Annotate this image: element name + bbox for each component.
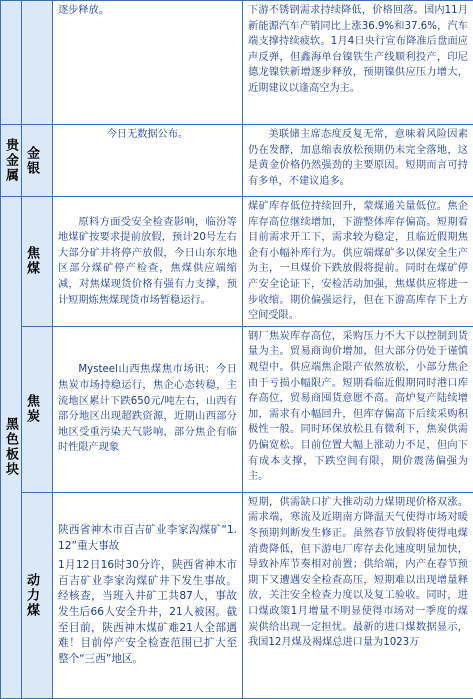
sub-cell <box>22 1 53 125</box>
left-title: 陕西省神木市百吉矿业李家沟煤矿“1.12”重大事故 <box>53 521 242 556</box>
category-cell <box>1 197 22 699</box>
sub-label: 金银 <box>22 146 41 176</box>
right-cell <box>243 492 473 698</box>
category-cell <box>1 125 22 197</box>
row-coke <box>1 326 473 492</box>
sub-label: 动力煤 <box>22 573 41 618</box>
right-cell <box>243 197 473 327</box>
right-text: 煤矿库存低位持续回升，蒙煤通关量低位。焦企库存高位继续增加，下游整体库存偏高。短期看目前需求开工下，需求较为稳定，且临近假期焦企有小幅补库行为。供应端煤矿多以保安全生产为主，一旦煤价下跌放假将提前。同时在煤矿停产安全论证下，安检活动加强，焦煤供应将进一步收缩。期价偏强运行，但在下游高库存下上方空间受限。 <box>243 197 473 326</box>
right-text: 下游不锈钢需求持续降低，价格回落。国内11月新能源汽车产销同比上涨36.9%和37.6%，汽车端支撑持续疲软。1月4日央行宣布降准后盘面应声反弹，但鑫海单台镍铁生产线顺利投产，印尼德龙镍铁新增逐步释放，预期镍供应压力增大，近期建议以逢高空为主。 <box>243 1 473 99</box>
left-text: 今日无数据公布。 <box>53 125 242 145</box>
row-thermal-coal <box>1 492 473 698</box>
right-cell <box>243 125 473 197</box>
row-nickel <box>1 1 473 125</box>
right-cell <box>243 1 473 125</box>
row-gold-silver <box>1 125 473 197</box>
left-text: Mysteel山西焦煤焦市场讯：今日焦炭市场持稳运行，焦企心态转稳，主流地区累计下跌650元/吨左右，山西有部分地区出现超跌资源，近期山西部分地区受重污染天气影响，部分焦企有临时性限产现象 <box>53 360 242 458</box>
left-text: 1月12日16时30分许，陕西省神木市百吉矿业李家沟煤矿井下发生事故。经核查，当班入井矿工共87人，事故发生后66人安全升井，21人被困。截至目前，陕西神木煤矿难21人全部遇难！目前停产安全检查范围已扩大至整个“三西”地区。 <box>53 556 242 669</box>
sub-cell <box>22 326 53 492</box>
right-text: 短期，供需缺口扩大推动动力煤期现价格双涨。需求端，寒流及近期南方降温天气使得市场对暖冬预期判断发生修正。虽然春节放假将使得电煤消费降低，但下游电厂库存去化速度明显加快，导致补库节奏相对前置；供给端，内产在春节预期下又遭遇安全检查高压，短期难以出现增量释放，关注安全检查力度以及复工验收。同时，进口煤政策1月增量不明显使得市场对一季度的煤炭供给出现一定担忧。最新的进口煤数据显示，我国12月煤及褐煤总进口量为1023万 <box>243 493 473 653</box>
sub-cell <box>22 125 53 197</box>
left-text: 原料方面受安全检查影响，临汾等地煤矿按要求提前放假，预计20号左右大部分矿井将停产放假，今日山东东地区部分煤矿停产检查，焦煤供应端缩减，对焦煤现货价格有强有力支撑，预计短期炼焦煤现货市场暂稳运行。 <box>53 213 242 311</box>
left-text: 逐步释放。 <box>53 1 242 21</box>
category-label: 黑色板块 <box>1 417 20 477</box>
left-cell <box>53 326 243 492</box>
sub-label: 焦炭 <box>22 394 41 424</box>
right-cell <box>243 326 473 492</box>
category-cell <box>1 1 22 125</box>
left-cell <box>53 1 243 125</box>
sub-cell <box>22 492 53 698</box>
row-coking-coal <box>1 197 473 327</box>
left-cell <box>53 125 243 197</box>
category-label: 贵金属 <box>1 138 20 183</box>
right-text: 钢厂焦炭库存高位，采购压力不大下以控制到货量为主。贸易商询价增加，但大部分仍处于谨慎观望中。供应端焦企限产依然放松，小部分焦企由于亏损小幅限产。短期看临近假期同时港口库存高位，贸易商囤货意愿不高。高炉复产陆续增加，需求有小幅回升，但库存偏高下后续采购积极性一般。同时环保放松且有微利下，焦炭供需仍偏宽松。目前位置大幅上涨动力不足，但向下有成本支撑，下跌空间有限，期价震荡偏强为主。 <box>243 327 473 487</box>
left-cell <box>53 492 243 698</box>
sub-label: 焦煤 <box>22 246 41 276</box>
sub-cell <box>22 197 53 327</box>
right-text: 美联储主席态度反复无常，意味着风险因素仍在发酵，加息缩表放松预期仍未完全落地，这是黄金价格仍然强劲的主要原因。短期而言可持有多单，不建议追多。 <box>243 125 473 191</box>
left-cell <box>53 197 243 327</box>
